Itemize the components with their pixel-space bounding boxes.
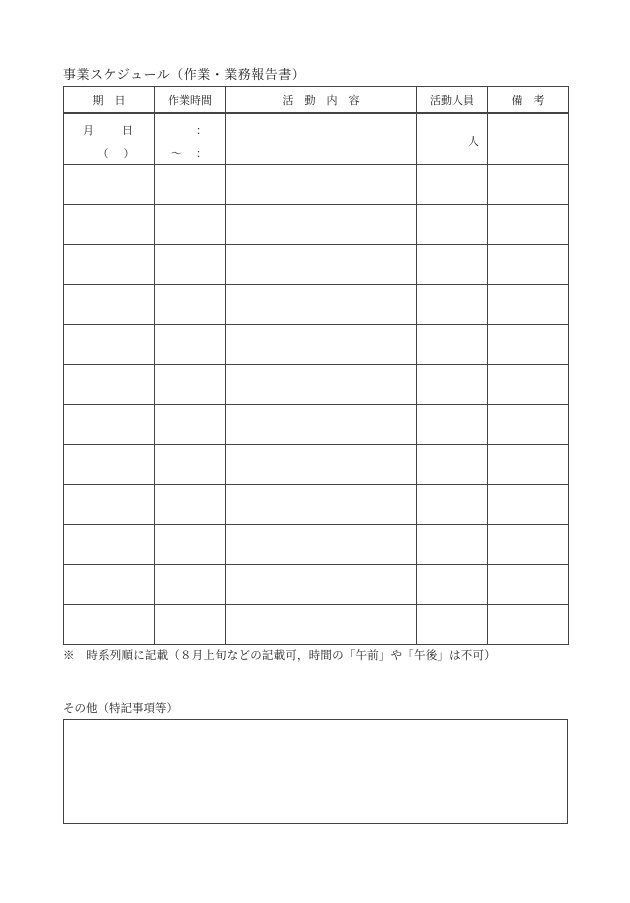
time-cell[interactable] bbox=[155, 285, 226, 325]
remarks-cell[interactable] bbox=[488, 285, 569, 325]
date-cell[interactable] bbox=[64, 605, 155, 645]
staff-cell[interactable] bbox=[417, 165, 488, 205]
time-tilde: ～ bbox=[171, 147, 182, 160]
time-end bbox=[171, 145, 207, 161]
other-notes-box[interactable] bbox=[63, 719, 568, 824]
date-cell[interactable] bbox=[64, 245, 155, 285]
staff-cell[interactable] bbox=[417, 565, 488, 605]
table-row bbox=[64, 445, 569, 485]
date-month-day: 月 日 bbox=[83, 124, 135, 137]
remarks-cell[interactable] bbox=[488, 445, 569, 485]
page-title: 事業スケジュール（作業・業務報告書） bbox=[63, 68, 306, 83]
schedule-table bbox=[63, 86, 569, 645]
time-cell[interactable] bbox=[155, 605, 226, 645]
column-header-remarks: 備 考 bbox=[488, 87, 569, 114]
date-cell[interactable] bbox=[64, 165, 155, 205]
date-cell[interactable] bbox=[64, 405, 155, 445]
time-cell[interactable] bbox=[155, 165, 226, 205]
activity-cell[interactable] bbox=[226, 325, 417, 365]
date-cell[interactable] bbox=[64, 565, 155, 605]
time-cell[interactable] bbox=[155, 245, 226, 285]
column-header-date: 期 日 bbox=[64, 87, 155, 114]
remarks-cell[interactable] bbox=[488, 485, 569, 525]
time-cell[interactable] bbox=[155, 525, 226, 565]
time-cell[interactable] bbox=[155, 325, 226, 365]
activity-cell[interactable] bbox=[226, 285, 417, 325]
date-cell[interactable] bbox=[64, 525, 155, 565]
table-header-row bbox=[64, 87, 569, 114]
remarks-cell[interactable] bbox=[488, 205, 569, 245]
remarks-cell[interactable] bbox=[488, 325, 569, 365]
table-row bbox=[64, 205, 569, 245]
date-cell[interactable] bbox=[64, 485, 155, 525]
table-row bbox=[64, 165, 569, 205]
staff-cell[interactable] bbox=[417, 525, 488, 565]
staff-cell[interactable] bbox=[417, 245, 488, 285]
table-row bbox=[64, 325, 569, 365]
column-header-staff: 活動人員 bbox=[417, 87, 488, 114]
remarks-cell[interactable] bbox=[488, 565, 569, 605]
staff-cell[interactable] bbox=[417, 405, 488, 445]
time-cell[interactable] bbox=[155, 485, 226, 525]
activity-cell[interactable] bbox=[226, 605, 417, 645]
staff-cell[interactable] bbox=[417, 445, 488, 485]
time-cell[interactable] bbox=[155, 565, 226, 605]
date-cell[interactable] bbox=[64, 113, 155, 165]
table-row bbox=[64, 525, 569, 565]
activity-cell[interactable] bbox=[226, 165, 417, 205]
time-cell[interactable] bbox=[155, 445, 226, 485]
table-row bbox=[64, 365, 569, 405]
table-row bbox=[64, 113, 569, 165]
staff-unit: 人 bbox=[468, 135, 479, 148]
activity-cell[interactable] bbox=[226, 365, 417, 405]
time-end-colon: ： bbox=[196, 147, 207, 160]
time-start-colon: ： bbox=[196, 124, 207, 137]
note-text: ※ 時系列順に記載（８月上旬などの記載可，時間の「午前」や「午後」は不可） bbox=[63, 648, 496, 662]
activity-cell[interactable] bbox=[226, 245, 417, 285]
staff-cell[interactable] bbox=[417, 325, 488, 365]
column-header-work-time: 作業時間 bbox=[155, 87, 226, 114]
remarks-cell[interactable] bbox=[488, 113, 569, 165]
activity-cell[interactable] bbox=[226, 405, 417, 445]
time-cell[interactable] bbox=[155, 205, 226, 245]
staff-cell[interactable] bbox=[417, 365, 488, 405]
activity-cell[interactable] bbox=[226, 445, 417, 485]
remarks-cell[interactable] bbox=[488, 605, 569, 645]
other-section-label: その他（特記事項等） bbox=[63, 701, 178, 715]
activity-cell[interactable] bbox=[226, 113, 417, 165]
time-cell[interactable] bbox=[155, 113, 226, 165]
date-cell[interactable] bbox=[64, 285, 155, 325]
table-row bbox=[64, 605, 569, 645]
date-cell[interactable] bbox=[64, 205, 155, 245]
table-row bbox=[64, 485, 569, 525]
activity-cell[interactable] bbox=[226, 565, 417, 605]
remarks-cell[interactable] bbox=[488, 405, 569, 445]
date-cell[interactable] bbox=[64, 365, 155, 405]
table-row bbox=[64, 565, 569, 605]
remarks-cell[interactable] bbox=[488, 165, 569, 205]
activity-cell[interactable] bbox=[226, 485, 417, 525]
table-row bbox=[64, 285, 569, 325]
date-weekday: （ ） bbox=[97, 147, 137, 160]
remarks-cell[interactable] bbox=[488, 365, 569, 405]
column-header-activity: 活 動 内 容 bbox=[226, 87, 417, 114]
staff-cell[interactable] bbox=[417, 485, 488, 525]
remarks-cell[interactable] bbox=[488, 525, 569, 565]
table-row bbox=[64, 405, 569, 445]
time-cell[interactable] bbox=[155, 365, 226, 405]
date-cell[interactable] bbox=[64, 325, 155, 365]
staff-cell[interactable] bbox=[417, 605, 488, 645]
staff-cell[interactable] bbox=[417, 205, 488, 245]
remarks-cell[interactable] bbox=[488, 245, 569, 285]
staff-cell[interactable] bbox=[417, 113, 488, 165]
table-row bbox=[64, 245, 569, 285]
time-cell[interactable] bbox=[155, 405, 226, 445]
date-cell[interactable] bbox=[64, 445, 155, 485]
staff-cell[interactable] bbox=[417, 285, 488, 325]
activity-cell[interactable] bbox=[226, 525, 417, 565]
activity-cell[interactable] bbox=[226, 205, 417, 245]
